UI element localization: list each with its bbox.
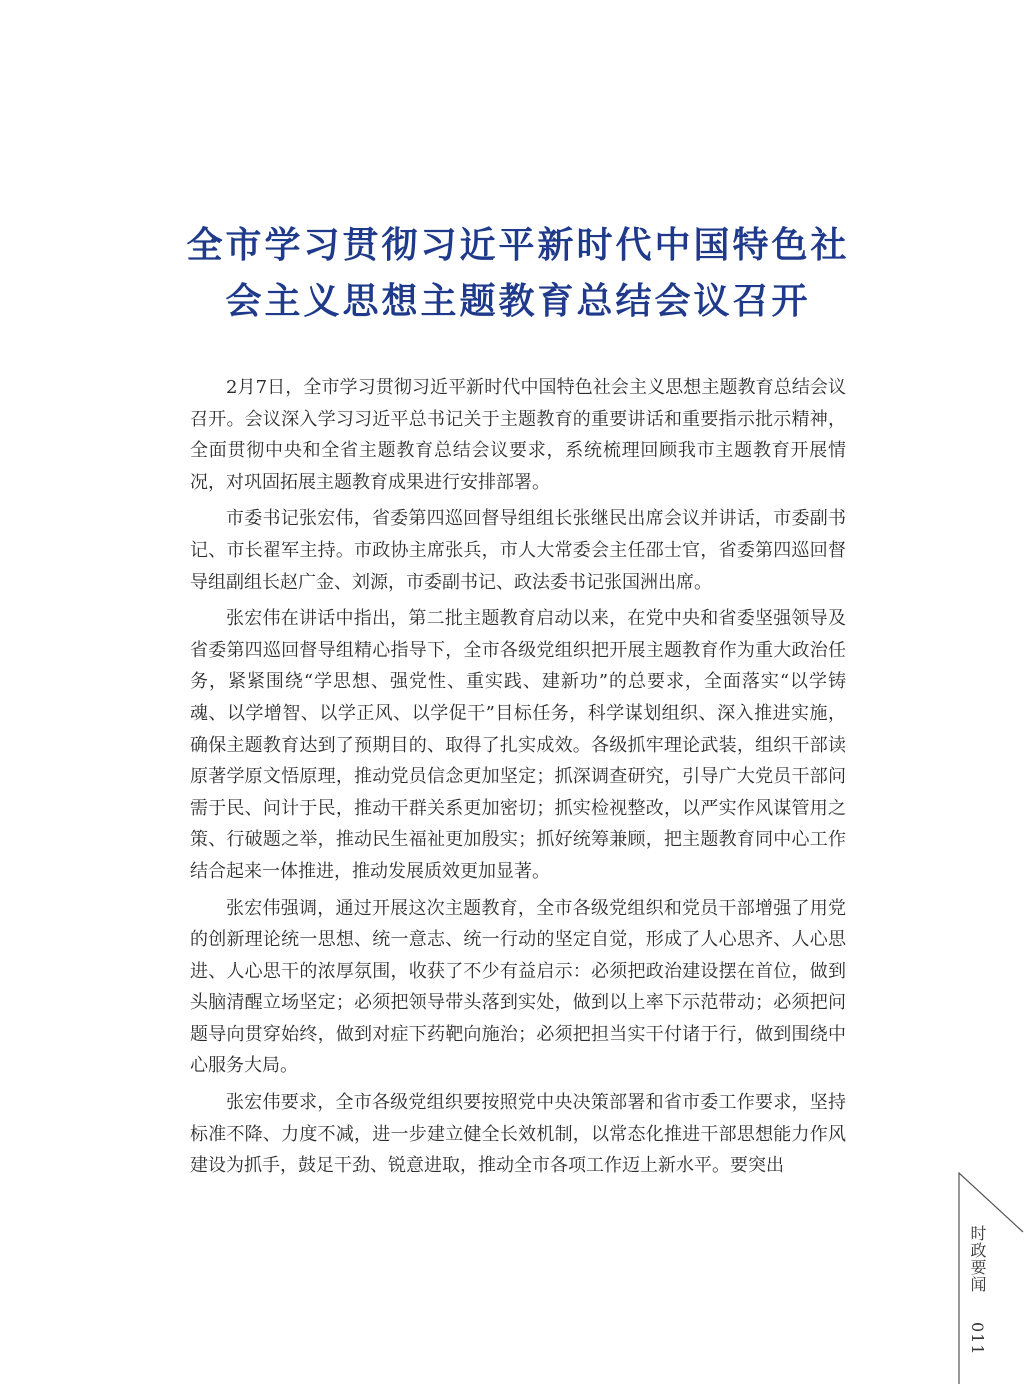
section-label: 时政要闻 xyxy=(968,1225,987,1293)
article-title-line-2: 会主义思想主题教育总结会议召开 xyxy=(225,281,811,322)
paragraph-4: 张宏伟强调，通过开展这次主题教育，全市各级党组织和党员干部增强了用党的创新理论统一思想、统一意志、统一行动的坚定自觉，形成了人心思齐、人心思进、人心思干的浓厚氛围，收获了不少有益启示：必须把政治建设摆在首位，做到头脑清醒立场坚定；必须把领导带头落到实处，做到以上率下示范带动；必须把问题导向贯穿始终，做到对症下药靶向施治；必须把担当实干付诸于行，做到围绕中心服务大局。 xyxy=(190,897,846,1077)
paragraph-3: 张宏伟在讲话中指出，第二批主题教育启动以来，在党中央和省委坚强领导及省委第四巡回督导组精心指导下，全市各级党组织把开展主题教育作为重大政治任务，紧紧围绕“学思想、强党性、重实践、建新功”的总要求，全面落实“以学铸魂、以学增智、以学正风、以学促干”目标任务，科学谋划组织、深入推进实施，确保主题教育达到了预期目的、取得了扎实成效。各级抓牢理论武装，组织干部读原著学原文悟原理，推动党员信念更加坚定；抓深调查研究，引导广大党员干部问需于民、问计于民，推动干群关系更加密切；抓实检视整改，以严实作风谋管用之策、行破题之举，推动民生福祉更加殷实；抓好统筹兼顾，把主题教育同中心工作结合起来一体推进，推动发展质效更加显著。 xyxy=(190,608,846,882)
page-number: 011 xyxy=(968,1322,987,1356)
paragraph-1: 2月7日，全市学习贯彻习近平新时代中国特色社会主义思想主题教育总结会议召开。会议深入学习习近平总书记关于主题教育的重要讲话和重要指示批示精神，全面贯彻中央和全省主题教育总结会议要求，系统梳理回顾我市主题教育开展情况，对巩固拓展主题教育成果进行安排部署。 xyxy=(190,377,846,493)
paragraph-5: 张宏伟要求，全市各级党组织要按照党中央决策部署和省市委工作要求，坚持标准不降、力度不减，进一步建立健全长效机制，以常态化推进干部思想能力作风建设为抓手，鼓足干劲、锐意进取，推动全市各项工作迈上新水平。要突出 xyxy=(190,1092,846,1177)
article-title xyxy=(100,218,936,330)
article-body xyxy=(190,372,846,1187)
article-title-line-1: 全市学习贯彻习近平新时代中国特色社 xyxy=(186,225,850,266)
paragraph-2: 市委书记张宏伟，省委第四巡回督导组组长张继民出席会议并讲话，市委副书记、市长翟军主持。市政协主席张兵，市人大常委会主任邵士官，省委第四巡回督导组副组长赵广金、刘源，市委副书记、政法委书记张国洲出席。 xyxy=(190,508,846,593)
